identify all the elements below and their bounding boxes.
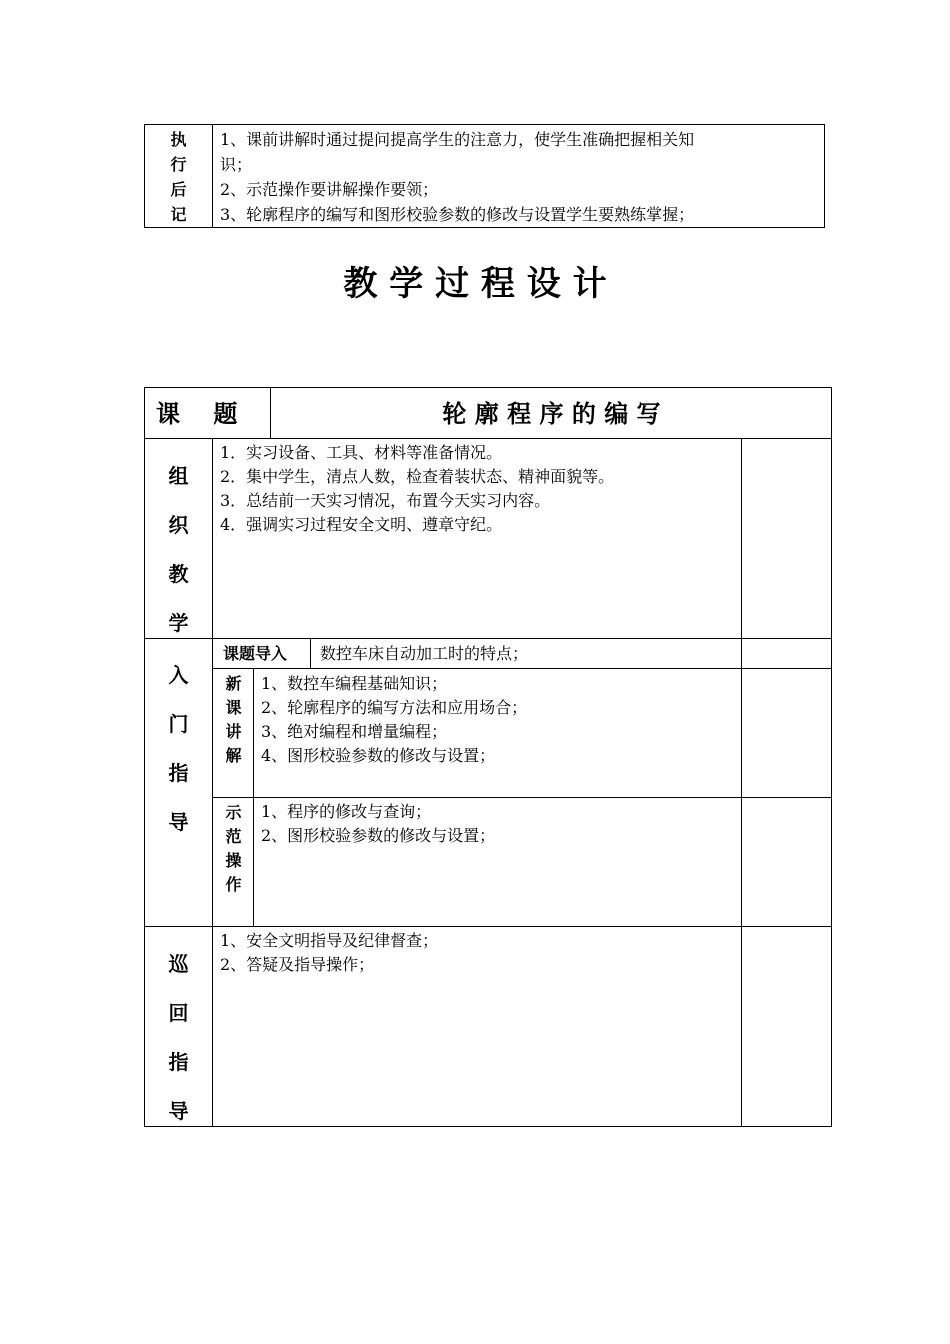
new-lesson-line: 1、数控车编程基础知识； <box>261 674 448 693</box>
lead-in-label: 课题导入 <box>223 644 288 663</box>
org-label-char: 教 <box>168 562 189 586</box>
new-lesson-line: 3、绝对编程和增量编程； <box>261 722 448 741</box>
lead-in-notes-cell <box>742 639 832 669</box>
org-line: 2．集中学生，清点人数，检查着装状态、精神面貌等。 <box>220 467 615 486</box>
intro-label-char: 门 <box>168 712 189 736</box>
tour-label-char: 指 <box>168 1050 189 1074</box>
tour-line: 1、安全文明指导及纪律督查； <box>220 931 439 950</box>
tour-label <box>144 940 213 1136</box>
org-line: 1．实习设备、工具、材料等准备情况。 <box>220 443 503 462</box>
intro-label-char: 指 <box>168 761 189 785</box>
demo-label-char: 操 <box>225 851 242 870</box>
lead-in-text: 数控车床自动加工时的特点； <box>320 644 529 663</box>
execution-notes-label-char: 记 <box>170 205 187 224</box>
intro-label <box>144 651 213 847</box>
intro-label-char: 入 <box>168 663 189 687</box>
tour-content <box>220 929 740 977</box>
execution-notes-content <box>220 127 820 227</box>
demo-label-char: 范 <box>225 827 242 846</box>
new-lesson-content <box>261 672 736 768</box>
page-title: 教 学 过 程 设 计 <box>343 264 607 304</box>
org-label-char: 学 <box>168 611 189 635</box>
tour-line: 2、答疑及指导操作； <box>220 955 375 974</box>
demo-line: 2、图形校验参数的修改与设置； <box>261 826 496 845</box>
demo-line: 1、程序的修改与查询； <box>261 802 432 821</box>
new-lesson-label <box>213 672 254 768</box>
execution-notes-label <box>144 127 213 227</box>
org-line: 4．强调实习过程安全文明、遵章守纪。 <box>220 515 503 534</box>
intro-label-char: 导 <box>168 810 189 834</box>
execution-notes-label-char: 行 <box>170 155 187 174</box>
execution-notes-label-char: 执 <box>170 130 187 149</box>
new-lesson-label-char: 讲 <box>225 722 242 741</box>
new-lesson-label-char: 新 <box>225 674 242 693</box>
execution-notes-line: 3、轮廓程序的编写和图形校验参数的修改与设置学生要熟练掌握； <box>220 205 695 224</box>
tour-label-char: 导 <box>168 1099 189 1123</box>
org-line: 3．总结前一天实习情况，布置今天实习内容。 <box>220 491 551 510</box>
tour-label-char: 巡 <box>168 952 189 976</box>
execution-notes-line: 1、课前讲解时通过提问提高学生的注意力，使学生准确把握相关知 <box>220 130 695 149</box>
execution-notes-line: 识； <box>220 155 253 174</box>
execution-notes-label-char: 后 <box>170 180 187 199</box>
org-content <box>220 441 740 537</box>
demo-content <box>261 800 736 848</box>
org-label-char: 织 <box>168 513 189 537</box>
execution-notes-line: 2、示范操作要讲解操作要领； <box>220 180 439 199</box>
new-lesson-line: 4、图形校验参数的修改与设置； <box>261 746 496 765</box>
org-label-char: 组 <box>168 464 189 488</box>
new-lesson-label-char: 解 <box>225 746 242 765</box>
new-lesson-line: 2、轮廓程序的编写方法和应用场合； <box>261 698 528 717</box>
demo-label-char: 示 <box>225 803 242 822</box>
org-label <box>144 452 213 648</box>
demo-label <box>213 801 254 897</box>
topic-title: 轮 廓 程 序 的 编 写 <box>442 400 661 428</box>
new-lesson-label-char: 课 <box>225 698 242 717</box>
topic-label: 课 题 <box>156 400 238 428</box>
tour-notes-divider <box>741 927 742 1127</box>
demo-label-char: 作 <box>225 875 242 894</box>
tour-label-char: 回 <box>168 1001 189 1025</box>
